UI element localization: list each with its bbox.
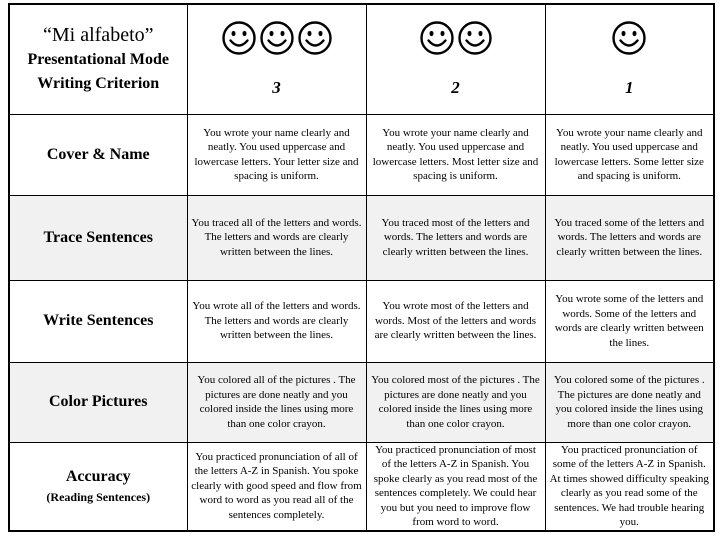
- criterion-cell: [9, 195, 187, 280]
- criterion-subtitle: (Reading Sentences): [46, 490, 151, 504]
- description-text: You traced all of the letters and words. The letters and words are clearly written between the lines.: [191, 216, 362, 258]
- criterion-name: Accuracy: [65, 468, 131, 485]
- description-cell: [545, 442, 714, 531]
- description-cell: [545, 195, 714, 280]
- description-cell: [545, 362, 714, 442]
- description-cell: [366, 114, 545, 195]
- description-text: You wrote your name clearly and neatly. You used uppercase and lowercase letters. Most letter size and spacing is uniform.: [372, 126, 539, 182]
- level-header-2: [366, 4, 545, 114]
- score-label: 1: [625, 78, 634, 98]
- description-text: You practiced pronunciation of most of the letters A-Z in Spanish. You spoke clearly as you read most of the sentences completely. We could hear you but you need to improve flow from word to word.: [373, 443, 538, 528]
- header-row: [9, 4, 714, 114]
- description-text: You wrote your name clearly and neatly. You used uppercase and lowercase letters. Your letter size and spacing is uniform.: [194, 126, 359, 182]
- criterion-cell: [9, 442, 187, 531]
- description-text: You wrote all of the letters and words. The letters and words are clearly written between the lines.: [192, 300, 361, 342]
- rubric-row-accuracy: [9, 442, 714, 531]
- description-cell: [366, 442, 545, 531]
- description-text: You traced some of the letters and words. The letters and words are clearly written between the lines.: [554, 216, 705, 258]
- description-text: You colored most of the pictures . The pictures are done neatly and you colored inside the lines using more than one color crayon.: [371, 374, 540, 430]
- description-cell: [187, 114, 366, 195]
- description-text: You traced most of the letters and words. The letters and words are clearly written between the lines.: [381, 216, 530, 258]
- criterion-name: Color Pictures: [49, 393, 148, 410]
- description-cell: [366, 195, 545, 280]
- description-cell: [545, 280, 714, 362]
- smiley-group: [370, 20, 542, 56]
- description-text: You wrote some of the letters and words. Some of the letters and words are clearly written between the lines.: [554, 293, 704, 349]
- criterion-cell: [9, 280, 187, 362]
- criterion-cell: [9, 362, 187, 442]
- score-label: 2: [451, 78, 460, 98]
- title-cell: [9, 4, 187, 114]
- criterion-cell: [9, 114, 187, 195]
- mode-subtitle: Presentational Mode: [27, 51, 169, 69]
- criterion-name: Trace Sentences: [43, 228, 153, 246]
- description-text: You wrote most of the letters and words. Most of the letters and words are clearly written between the lines.: [374, 300, 537, 342]
- description-cell: [187, 442, 366, 531]
- rubric-row-trace-sentences: [9, 195, 714, 280]
- rubric-row-cover-name: [9, 114, 714, 195]
- rubric-table: [8, 3, 715, 532]
- description-cell: [366, 280, 545, 362]
- description-cell: [187, 280, 366, 362]
- smiley-face-icon: [419, 20, 455, 56]
- description-cell: [187, 195, 366, 280]
- description-text: You colored some of the pictures . The pictures are done neatly and you colored inside the lines using more than one color crayon.: [553, 374, 705, 430]
- level-header-1: [545, 4, 714, 114]
- smiley-group: [191, 20, 363, 56]
- rubric-row-color-pictures: [9, 362, 714, 442]
- description-cell: [187, 362, 366, 442]
- criterion-name: Write Sentences: [43, 312, 154, 329]
- smiley-face-icon: [457, 20, 493, 56]
- smiley-face-icon: [221, 20, 257, 56]
- description-cell: [545, 114, 714, 195]
- rubric-row-write-sentences: [9, 280, 714, 362]
- rubric-title: “Mi alfabeto”: [43, 24, 154, 47]
- description-cell: [366, 362, 545, 442]
- criterion-label: Writing Criterion: [37, 75, 160, 93]
- description-text: You colored all of the pictures . The pictures are done neatly and you colored inside the lines using more than one color crayon.: [197, 374, 356, 430]
- smiley-face-icon: [611, 20, 647, 56]
- description-text: You wrote your name clearly and neatly. You used uppercase and lowercase letters. Some letter size and spacing is uniform.: [554, 126, 704, 182]
- smiley-face-icon: [259, 20, 295, 56]
- smiley-face-icon: [297, 20, 333, 56]
- criterion-name: Cover & Name: [46, 145, 150, 163]
- level-header-3: [187, 4, 366, 114]
- smiley-group: [549, 20, 711, 56]
- description-text: You practiced pronunciation of some of the letters A-Z in Spanish. At times showed difficulty speaking clearly as you read some of the sentences. We had trouble hearing you.: [549, 443, 709, 528]
- score-label: 3: [272, 78, 281, 98]
- description-text: You practiced pronunciation of all of the letters A-Z in Spanish. You spoke clearly with good speed and flow from word to word as you read all of the sentences completely.: [191, 450, 362, 521]
